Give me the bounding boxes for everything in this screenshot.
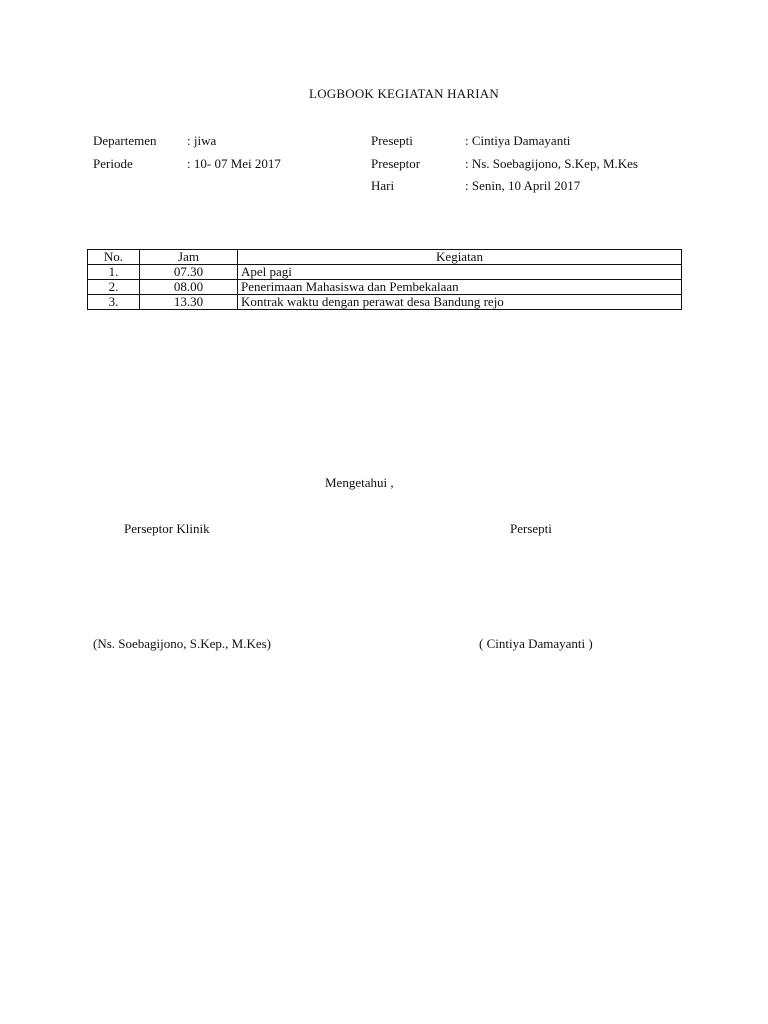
presepti-label: Presepti xyxy=(371,133,413,148)
table-row xyxy=(88,265,682,280)
table-row xyxy=(88,280,682,295)
departemen-value: : jiwa xyxy=(187,133,217,148)
row-kegiatan: Penerimaan Mahasiswa dan Pembekalaan xyxy=(238,280,682,295)
periode-value: : 10- 07 Mei 2017 xyxy=(187,156,281,171)
row-jam: 13.30 xyxy=(140,295,238,310)
document-title: LOGBOOK KEGIATAN HARIAN xyxy=(309,86,499,101)
periode-label: Periode xyxy=(93,156,133,171)
left-signer-name: (Ns. Soebagijono, S.Kep., M.Kes) xyxy=(93,636,272,651)
header-kegiatan: Kegiatan xyxy=(238,250,682,265)
table-row xyxy=(88,295,682,310)
departemen-label: Departemen xyxy=(93,133,157,148)
preseptor-label: Preseptor xyxy=(371,156,421,171)
row-kegiatan: Apel pagi xyxy=(238,265,682,280)
preseptor-value: : Ns. Soebagijono, S.Kep, M.Kes xyxy=(465,156,638,171)
hari-value: : Senin, 10 April 2017 xyxy=(465,178,581,193)
mengetahui-text: Mengetahui , xyxy=(325,475,394,490)
right-signer-role: Persepti xyxy=(510,521,552,536)
header-no: No. xyxy=(88,250,140,265)
left-signer-role: Perseptor Klinik xyxy=(124,521,210,536)
row-no: 3. xyxy=(88,295,140,310)
activity-table xyxy=(87,249,682,310)
right-signer-name: ( Cintiya Damayanti ) xyxy=(479,636,593,651)
row-jam: 08.00 xyxy=(140,280,238,295)
header-jam: Jam xyxy=(140,250,238,265)
table-header-row xyxy=(88,250,682,265)
row-kegiatan: Kontrak waktu dengan perawat desa Bandung rejo xyxy=(238,295,682,310)
row-jam: 07.30 xyxy=(140,265,238,280)
row-no: 1. xyxy=(88,265,140,280)
presepti-value: : Cintiya Damayanti xyxy=(465,133,571,148)
hari-label: Hari xyxy=(371,178,395,193)
row-no: 2. xyxy=(88,280,140,295)
